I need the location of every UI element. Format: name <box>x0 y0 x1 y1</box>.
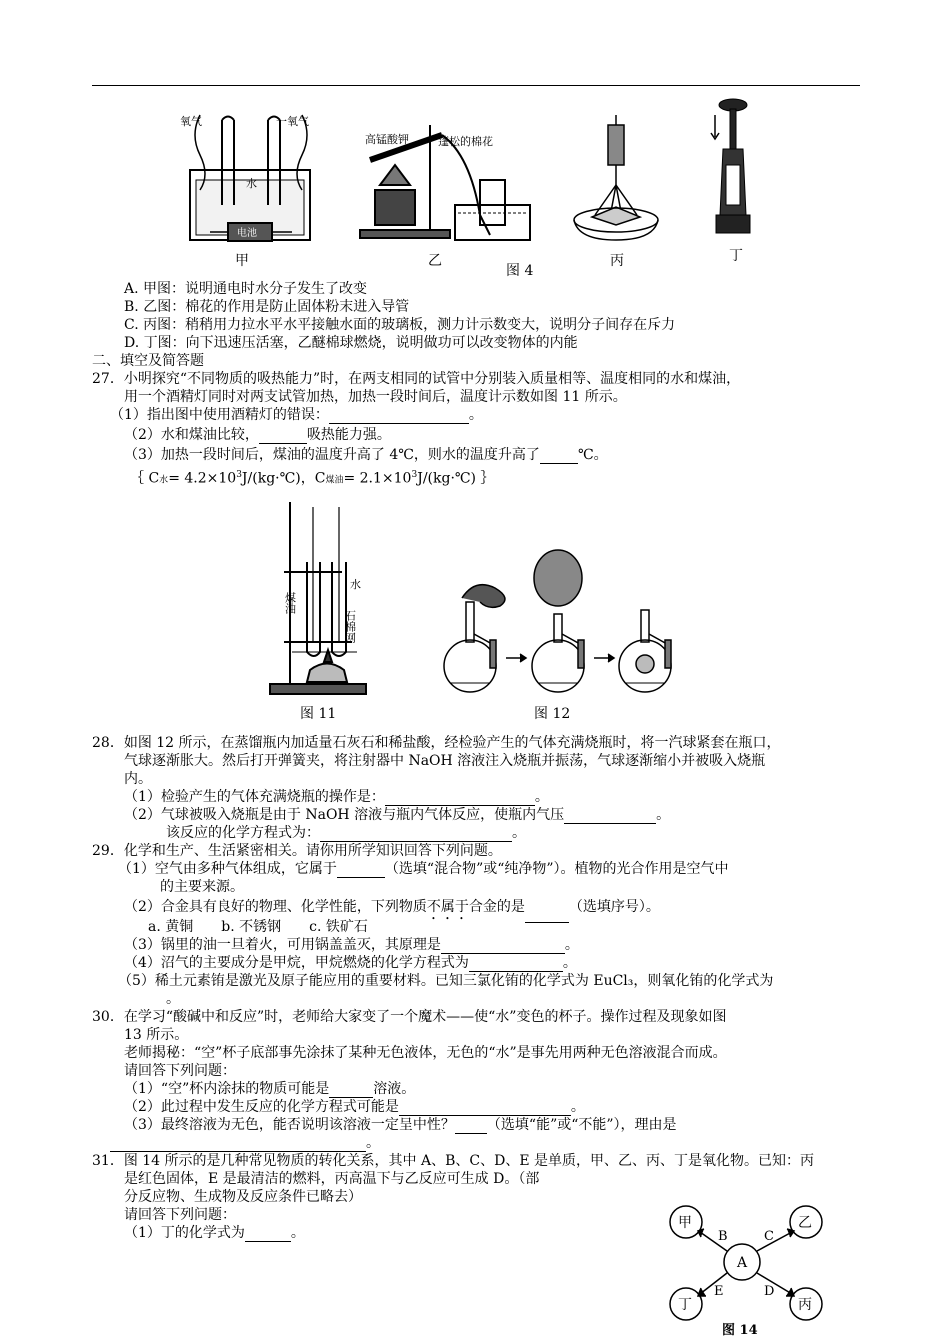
q28-line2: 气球逐渐胀大。然后打开弹簧夹，将注射器中 NaOH 溶液注入烧瓶并振荡，气球逐渐缩小并被吸入烧瓶 <box>124 753 766 769</box>
figure-12 <box>440 548 700 723</box>
fig11-water: 水 <box>350 578 361 591</box>
fig11-net: 石棉网 <box>343 610 357 643</box>
q26-option-b: B. 乙图：棉花的作用是防止固体粉末进入导管 <box>124 299 410 315</box>
fig4-jia-water: 水 <box>246 177 257 190</box>
q29-part2: （2）合金具有良好的物理、化学性能，下列物质不属于合金的是 （选填序号）。 <box>124 898 660 923</box>
q31-line2: 是红色固体，E 是最清洁的燃料，丙高温下与乙反应可生成 D。（部 <box>124 1171 540 1187</box>
q30-part3-cont: 。 <box>110 1134 380 1152</box>
q29-part4: （4）沼气的主要成分是甲烷，甲烷燃烧的化学方程式为 。 <box>124 955 577 971</box>
fig14-label-bing: 丙 <box>798 1297 812 1313</box>
fig11-kerosene: 煤油 <box>283 592 297 614</box>
fig4-jia-gas-left: 氧气 <box>180 115 202 128</box>
fig4-yi-cotton: 蓬松的棉花 <box>438 135 493 148</box>
q30-line2: 13 所示。 <box>124 1027 189 1043</box>
q28-line3: 内。 <box>124 771 152 787</box>
fig4-label-bing: 丙 <box>610 253 624 269</box>
fig4-ding-igniter <box>711 99 750 233</box>
fig14-label-a: A <box>737 1255 748 1271</box>
q27-constants: ｛ C水= $4.2\times 10^3J/(kg\cdot℃)$，C煤油= $2.1\times 10^3J/(kg\cdot℃)$ ｝ <box>130 470 495 487</box>
q27-answer-3[interactable] <box>540 449 578 464</box>
q27-part3: （3）加热一段时间后，煤油的温度升高了 4℃，则水的温度升高了 ℃。 <box>124 447 608 463</box>
fig4-bing-spring-scale <box>574 115 658 240</box>
fig4-label-yi: 乙 <box>428 253 442 269</box>
header-rule <box>92 85 860 86</box>
q30-answer-1[interactable] <box>329 1083 373 1098</box>
q28-part2: （2）气球被吸入烧瓶是由于 NaOH 溶液与瓶内气体反应，使瓶内气压 。 <box>124 807 671 823</box>
q28-part1: （1）检验产生的气体充满烧瓶的操作是： 。 <box>124 789 549 805</box>
q27-part2: （2）水和煤油比较， 吸热能力强。 <box>124 427 391 443</box>
figure-4 <box>180 95 780 285</box>
fig14-label-jia: 甲 <box>678 1215 692 1231</box>
q30-answer-2[interactable] <box>399 1101 571 1116</box>
q30-part1: （1）“空”杯内涂抹的物质可能是 溶液。 <box>124 1081 416 1097</box>
fig14-label-b: B <box>718 1229 728 1244</box>
q29-answer-1[interactable] <box>337 863 385 878</box>
q27-answer-1[interactable] <box>329 409 469 424</box>
q28-answer-3[interactable] <box>320 827 512 842</box>
q30-line4: 请回答下列问题： <box>124 1063 236 1079</box>
q31-part1: （1）丁的化学式为 。 <box>124 1225 305 1241</box>
q27-line2: 用一个酒精灯同时对两支试管加热，加热一段时间后，温度计示数如图 11 所示。 <box>124 389 627 405</box>
q27-answer-2[interactable] <box>259 429 307 444</box>
q31-line4: 请回答下列问题： <box>124 1207 236 1223</box>
figure-11 <box>262 492 372 724</box>
q29-part3: （3）锅里的油一旦着火，可用锅盖盖灭，其原理是 。 <box>124 937 579 953</box>
q29-part5-end: 。 <box>166 991 180 1007</box>
fig4-jia-gas-right: 一氧气 <box>276 115 309 128</box>
q30-part2: （2）此过程中发生反应的化学方程式可能是 。 <box>124 1099 585 1115</box>
q30-answer-3[interactable] <box>455 1119 487 1134</box>
fig14-caption: 图 14 <box>722 1323 758 1338</box>
q28-answer-1[interactable] <box>385 791 535 806</box>
fig14-label-ding: 丁 <box>678 1297 692 1313</box>
fig4-caption: 图 4 <box>506 263 534 279</box>
fig14-label-e: E <box>714 1284 724 1299</box>
q28-line1: 28．如图 12 所示，在蒸馏瓶内加适量石灰石和稀盐酸，经检验产生的气体充满烧瓶时，将一汽球紧套在瓶口， <box>92 735 781 751</box>
fig4-label-jia: 甲 <box>235 253 249 269</box>
q29-part1: （1）空气由多种气体组成，它属于 （选填“混合物”或“纯净物”）。植物的光合作用是空气中 <box>118 861 729 877</box>
q29-part1-cont: 的主要来源。 <box>160 879 244 895</box>
q30-line3: 老师揭秘：“空”杯子底部事先涂抹了某种无色液体，无色的“水”是事先用两种无色溶液混合而成。 <box>124 1045 727 1061</box>
q29-options: a. 黄铜 b. 不锈钢 c. 铁矿石 <box>148 919 368 935</box>
q29-answer-3[interactable] <box>441 939 565 954</box>
q26-option-c: C. 丙图：稍稍用力拉水平水平接触水面的玻璃板，测力计示数变大，说明分子间存在斥力 <box>124 317 676 333</box>
fig4-label-ding: 丁 <box>729 248 743 264</box>
figure-14 <box>660 1200 840 1340</box>
fig12-caption: 图 12 <box>534 706 571 722</box>
q29-part5: （5）稀土元素铕是激光及原子能应用的重要材料。已知三氯化铕的化学式为 EuCl₃，则氧化铕的化学式为 <box>118 973 774 989</box>
q30-part3: （3）最终溶液为无色，能否说明该溶液一定呈中性？ （选填“能”或“不能”），理由是 <box>124 1117 677 1133</box>
q26-option-a: A. 甲图：说明通电时水分子发生了改变 <box>124 281 368 297</box>
q28-answer-2[interactable] <box>564 809 656 824</box>
q31-line3: 分反应物、生成物及反应条件已略去） <box>124 1189 362 1205</box>
q30-answer-4[interactable] <box>110 1137 366 1152</box>
fig14-label-c: C <box>764 1229 774 1244</box>
q31-line1: 31．图 14 所示的是几种常见物质的转化关系，其中 A、B、C、D、E 是单质，甲、乙、丙、丁是氧化物。已知：丙 <box>92 1153 814 1169</box>
q29-line1: 29．化学和生产、生活紧密相关。请你用所学知识回答下列问题。 <box>92 843 502 859</box>
fig14-label-yi: 乙 <box>798 1215 812 1231</box>
fig4-yi-kmno4: 高锰酸钾 <box>365 133 409 146</box>
q28-part3: 该反应的化学方程式为： 。 <box>166 825 526 841</box>
q31-answer-1[interactable] <box>245 1227 291 1242</box>
q26-option-d: D. 丁图：向下迅速压活塞，乙醚棉球燃烧，说明做功可以改变物体的内能 <box>124 335 578 351</box>
q30-line1: 30．在学习“酸碱中和反应”时，老师给大家变了一个魔术——使“水”变色的杯子。操作过程及现象如图 <box>92 1009 727 1025</box>
fig4-jia-battery: 电池 <box>237 228 257 239</box>
q27-part1: （1）指出图中使用酒精灯的错误： 。 <box>110 407 483 423</box>
q27-line1: 27．小明探究“不同物质的吸热能力”时，在两支相同的试管中分别装入质量相等、温度相同的水和煤油， <box>92 371 741 387</box>
fig11-caption: 图 11 <box>300 706 337 722</box>
q29-answer-4[interactable] <box>469 957 563 972</box>
q29-answer-2[interactable] <box>525 908 569 923</box>
section-title: 二、填空及简答题 <box>92 353 204 369</box>
fig14-label-d: D <box>764 1284 775 1299</box>
